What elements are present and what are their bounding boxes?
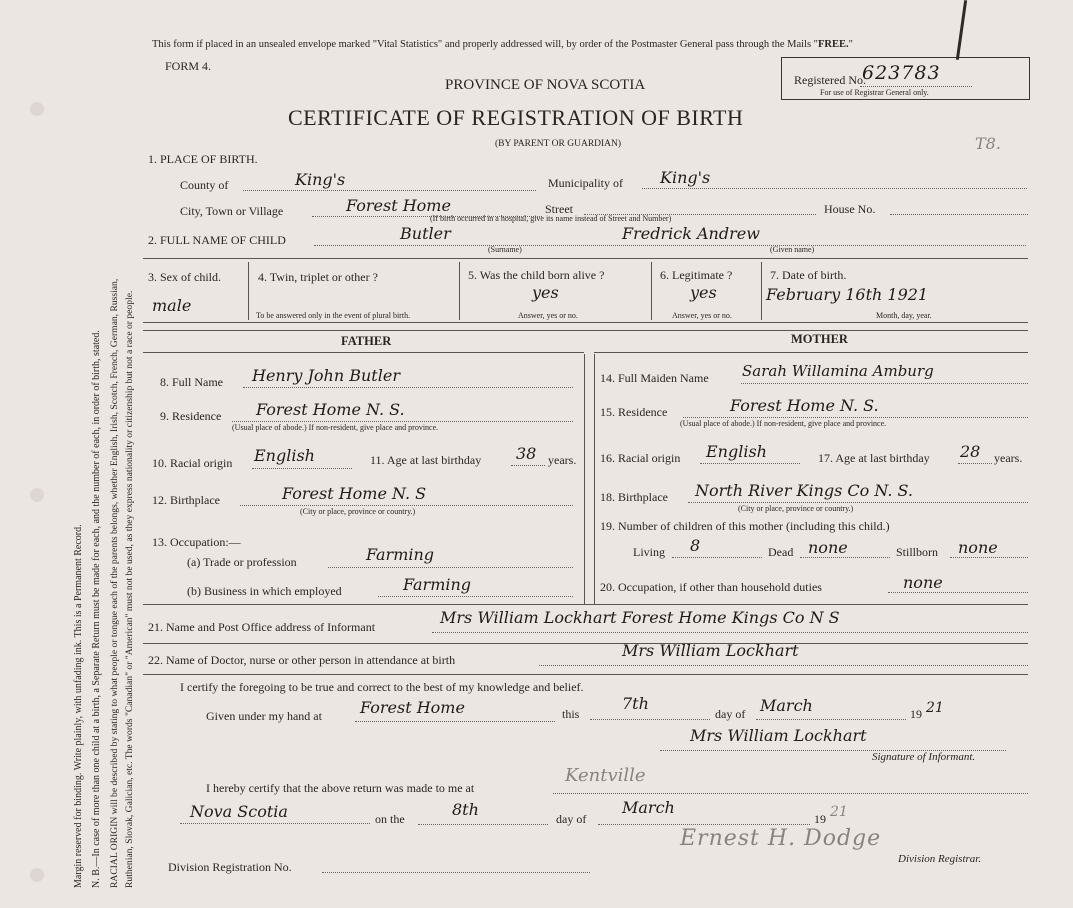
- binding-hole: [30, 102, 44, 116]
- father-racial-label: 10. Racial origin: [152, 456, 233, 470]
- sex-label: 3. Sex of child.: [148, 270, 221, 284]
- form-number: FORM 4.: [165, 59, 212, 73]
- father-birthplace-note: (City or place, province or country.): [300, 507, 416, 516]
- hospital-note: (If birth occurred in a hospital, give its name instead of Street and Number): [430, 214, 672, 223]
- side-note-binding: Margin reserved for binding. Write plainly, with unfading ink. This is a Permanent Record.: [73, 524, 84, 888]
- province-heading: PROVINCE OF NOVA SCOTIA: [445, 77, 646, 93]
- father-age-value: 38: [516, 444, 537, 463]
- informant-label: 21. Name and Post Office address of Informant: [148, 620, 376, 634]
- registrar-province-value: Nova Scotia: [190, 802, 288, 821]
- sex-value: male: [152, 296, 192, 315]
- child-name-label: 2. FULL NAME OF CHILD: [148, 233, 286, 247]
- city-value: Forest Home: [346, 196, 451, 215]
- mother-age-value: 28: [960, 442, 981, 461]
- city-label: City, Town or Village: [180, 204, 284, 218]
- mother-birthplace-label: 18. Birthplace: [600, 490, 668, 504]
- children-count-label: 19. Number of children of this mother (including this child.): [600, 519, 890, 533]
- certify-year-value: 21: [926, 700, 944, 716]
- dead-value: none: [808, 538, 848, 557]
- surname-caption: (Surname): [488, 245, 522, 254]
- this-label: this: [562, 707, 580, 721]
- father-birthplace-value: Forest Home N. S: [282, 484, 427, 503]
- registrar-place-value: Kentville: [565, 765, 646, 786]
- mother-occupation-label: 20. Occupation, if other than household duties: [600, 580, 822, 594]
- registered-label: Registered No.: [794, 73, 866, 87]
- mail-note: This form if placed in an unsealed envelope marked "Vital Statistics" and properly addressed will, by order of the Postmaster General pass through the Mails "FREE.": [152, 39, 853, 50]
- registrar-year-prefix: 19: [814, 812, 826, 826]
- side-note-racial-origin-cont: Ruthenian, Slovak, Galician, etc. The words "Canadian" or "American" must not be used, as they express nationality or citizenship but not a race or people.: [124, 290, 135, 888]
- mother-racial-label: 16. Racial origin: [600, 451, 681, 465]
- binding-hole: [30, 488, 44, 502]
- certify-day-value: 7th: [622, 694, 649, 713]
- mother-racial-value: English: [706, 442, 767, 461]
- legitimate-note: Answer, yes or no.: [672, 311, 732, 320]
- father-occupation-label: 13. Occupation:—: [152, 535, 241, 549]
- given-name-caption: (Given name): [770, 245, 815, 254]
- informant-signature-caption: Signature of Informant.: [872, 751, 976, 763]
- trade-value: Farming: [366, 545, 435, 564]
- father-age-label: 11. Age at last birthday: [370, 453, 482, 467]
- municipality-label: Municipality of: [548, 176, 623, 190]
- father-name-label: 8. Full Name: [160, 375, 223, 389]
- mother-age-unit: years.: [994, 451, 1023, 465]
- father-heading: FATHER: [341, 334, 392, 348]
- birth-date-label: 7. Date of birth.: [770, 268, 847, 282]
- father-name-value: Henry John Butler: [252, 366, 400, 385]
- registrar-on-label: on the: [375, 812, 405, 826]
- mother-birthplace-value: North River Kings Co N. S.: [695, 481, 914, 500]
- business-value: Farming: [403, 575, 472, 594]
- stillborn-label: Stillborn: [896, 545, 939, 559]
- mother-residence-note: (Usual place of abode.) If non-resident, give place and province.: [680, 419, 887, 428]
- twin-note: To be answered only in the event of plural birth.: [256, 311, 411, 320]
- registrar-note: For use of Registrar General only.: [820, 88, 929, 97]
- binding-hole: [30, 868, 44, 882]
- certify-day-of-label: day of: [715, 707, 746, 721]
- legitimate-value: yes: [690, 283, 717, 302]
- father-racial-value: English: [254, 446, 315, 465]
- mother-residence-value: Forest Home N. S.: [730, 396, 879, 415]
- given-under-label: Given under my hand at: [206, 709, 322, 723]
- stillborn-value: none: [958, 538, 998, 557]
- child-given-name: Fredrick Andrew: [622, 224, 760, 243]
- registrar-year-value: 21: [830, 804, 848, 820]
- doctor-label: 22. Name of Doctor, nurse or other person in attendance at birth: [148, 653, 456, 667]
- father-residence-label: 9. Residence: [160, 409, 222, 423]
- registered-number: 623783: [862, 62, 941, 84]
- twin-label: 4. Twin, triplet or other ?: [258, 270, 378, 284]
- registrar-month-value: March: [622, 798, 675, 817]
- municipality-value: King's: [660, 168, 711, 187]
- mother-name-value: Sarah Willamina Amburg: [742, 362, 934, 380]
- house-number-label: House No.: [824, 202, 876, 216]
- county-value: King's: [295, 170, 346, 189]
- father-residence-note: (Usual place of abode.) If non-resident, give place and province.: [232, 423, 439, 432]
- father-residence-value: Forest Home N. S.: [256, 400, 405, 419]
- certify-month-value: March: [760, 696, 813, 715]
- certify-statement: I certify the foregoing to be true and correct to the best of my knowledge and belief.: [180, 680, 584, 694]
- child-surname: Butler: [400, 224, 451, 243]
- birth-date-value: February 16th 1921: [766, 285, 929, 304]
- father-age-unit: years.: [548, 453, 577, 467]
- living-label: Living: [633, 545, 665, 559]
- living-value: 8: [690, 536, 701, 555]
- given-place-value: Forest Home: [360, 698, 465, 717]
- born-alive-label: 5. Was the child born alive ?: [468, 268, 605, 282]
- registrar-day-value: 8th: [452, 800, 479, 819]
- trade-label: (a) Trade or profession: [187, 555, 297, 569]
- ink-stroke: [956, 0, 967, 60]
- born-alive-note: Answer, yes or no.: [518, 311, 578, 320]
- division-registration-label: Division Registration No.: [168, 860, 292, 874]
- informant-value: Mrs William Lockhart Forest Home Kings Co N S: [440, 608, 840, 627]
- county-label: County of: [180, 178, 229, 192]
- registrar-signature: Ernest H. Dodge: [680, 826, 882, 851]
- mother-birthplace-note: (City or place, province or country.): [738, 504, 854, 513]
- corner-mark: T8.: [975, 134, 1001, 153]
- certify-year-prefix: 19: [910, 707, 922, 721]
- mother-residence-label: 15. Residence: [600, 405, 668, 419]
- registrar-day-of-label: day of: [556, 812, 587, 826]
- father-birthplace-label: 12. Birthplace: [152, 493, 220, 507]
- mother-age-label: 17. Age at last birthday: [818, 451, 930, 465]
- business-label: (b) Business in which employed: [187, 584, 342, 598]
- registrar-statement: I hereby certify that the above return was made to me at: [206, 781, 475, 795]
- born-alive-value: yes: [532, 283, 559, 302]
- mother-heading: MOTHER: [791, 332, 848, 346]
- side-note-racial-origin: RACIAL ORIGIN will be described by stating to what people or tongue each of the parents belongs, whether English, Irish, Scotch, French, German, Russian,: [109, 278, 120, 888]
- place-of-birth-label: 1. PLACE OF BIRTH.: [148, 152, 258, 166]
- street-label: Street: [545, 202, 573, 216]
- birth-date-note: Month, day, year.: [876, 311, 932, 320]
- informant-signature: Mrs William Lockhart: [690, 726, 867, 745]
- certificate-title: CERTIFICATE OF REGISTRATION OF BIRTH: [288, 105, 744, 130]
- mother-occupation-value: none: [903, 573, 943, 592]
- mother-name-label: 14. Full Maiden Name: [600, 371, 709, 385]
- registrar-signature-caption: Division Registrar.: [898, 853, 982, 865]
- side-note-multiple-births: N. B.—In case of more than one child at a birth, a Separate Return must be made for each, and the number of each, in order of birth, stated.: [91, 330, 102, 888]
- dead-label: Dead: [768, 545, 794, 559]
- doctor-value: Mrs William Lockhart: [622, 641, 799, 660]
- certificate-subtitle: (BY PARENT OR GUARDIAN): [495, 139, 622, 149]
- legitimate-label: 6. Legitimate ?: [660, 268, 733, 282]
